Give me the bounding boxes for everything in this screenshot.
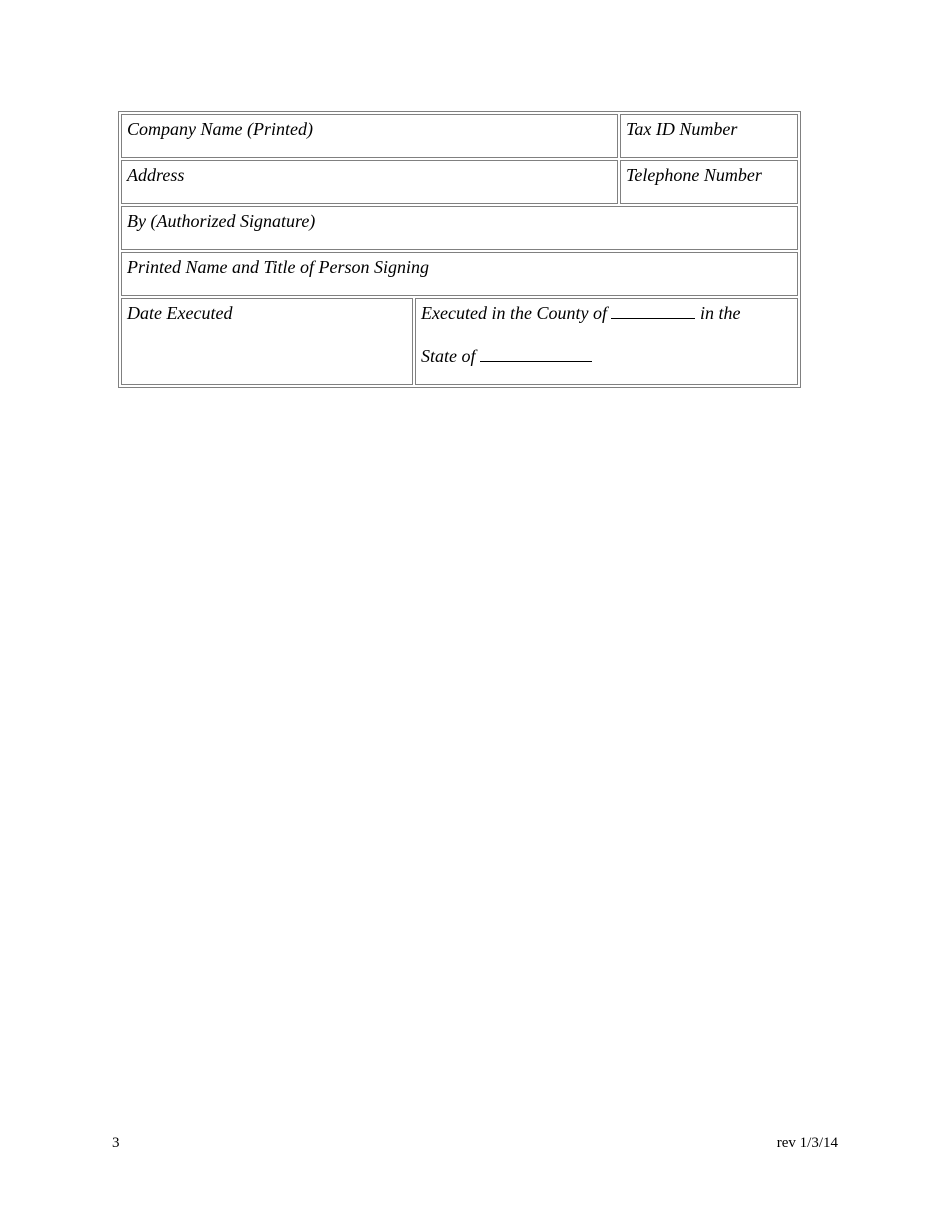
telephone-label: Telephone Number (626, 165, 762, 185)
date-executed-label: Date Executed (127, 303, 233, 323)
company-name-field[interactable] (121, 114, 618, 158)
execution-location-field (415, 298, 798, 385)
authorized-signature-label: By (Authorized Signature) (127, 211, 316, 231)
telephone-field[interactable] (620, 160, 798, 204)
county-suffix: in the (699, 303, 741, 323)
address-label: Address (127, 165, 185, 185)
state-line (421, 346, 592, 366)
company-name-label: Company Name (Printed) (127, 119, 313, 139)
county-prefix: Executed in the County of (421, 303, 607, 323)
company-row (121, 114, 798, 158)
page-number: 3 (112, 1135, 120, 1151)
printed-name-title-label: Printed Name and Title of Person Signing (127, 257, 429, 277)
state-prefix: State of (421, 346, 476, 366)
county-blank[interactable] (611, 302, 695, 319)
tax-id-field[interactable] (620, 114, 798, 158)
printed-name-row (121, 252, 798, 296)
state-blank[interactable] (480, 345, 592, 362)
revision-date: rev 1/3/14 (776, 1135, 838, 1151)
execution-row (121, 298, 798, 385)
authorized-signature-field[interactable] (121, 206, 798, 250)
signature-form-table (118, 111, 801, 388)
signature-row (121, 206, 798, 250)
printed-name-title-field[interactable] (121, 252, 798, 296)
tax-id-label: Tax ID Number (626, 119, 738, 139)
date-executed-field[interactable] (121, 298, 413, 385)
address-row (121, 160, 798, 204)
county-line (421, 302, 792, 324)
address-field[interactable] (121, 160, 618, 204)
